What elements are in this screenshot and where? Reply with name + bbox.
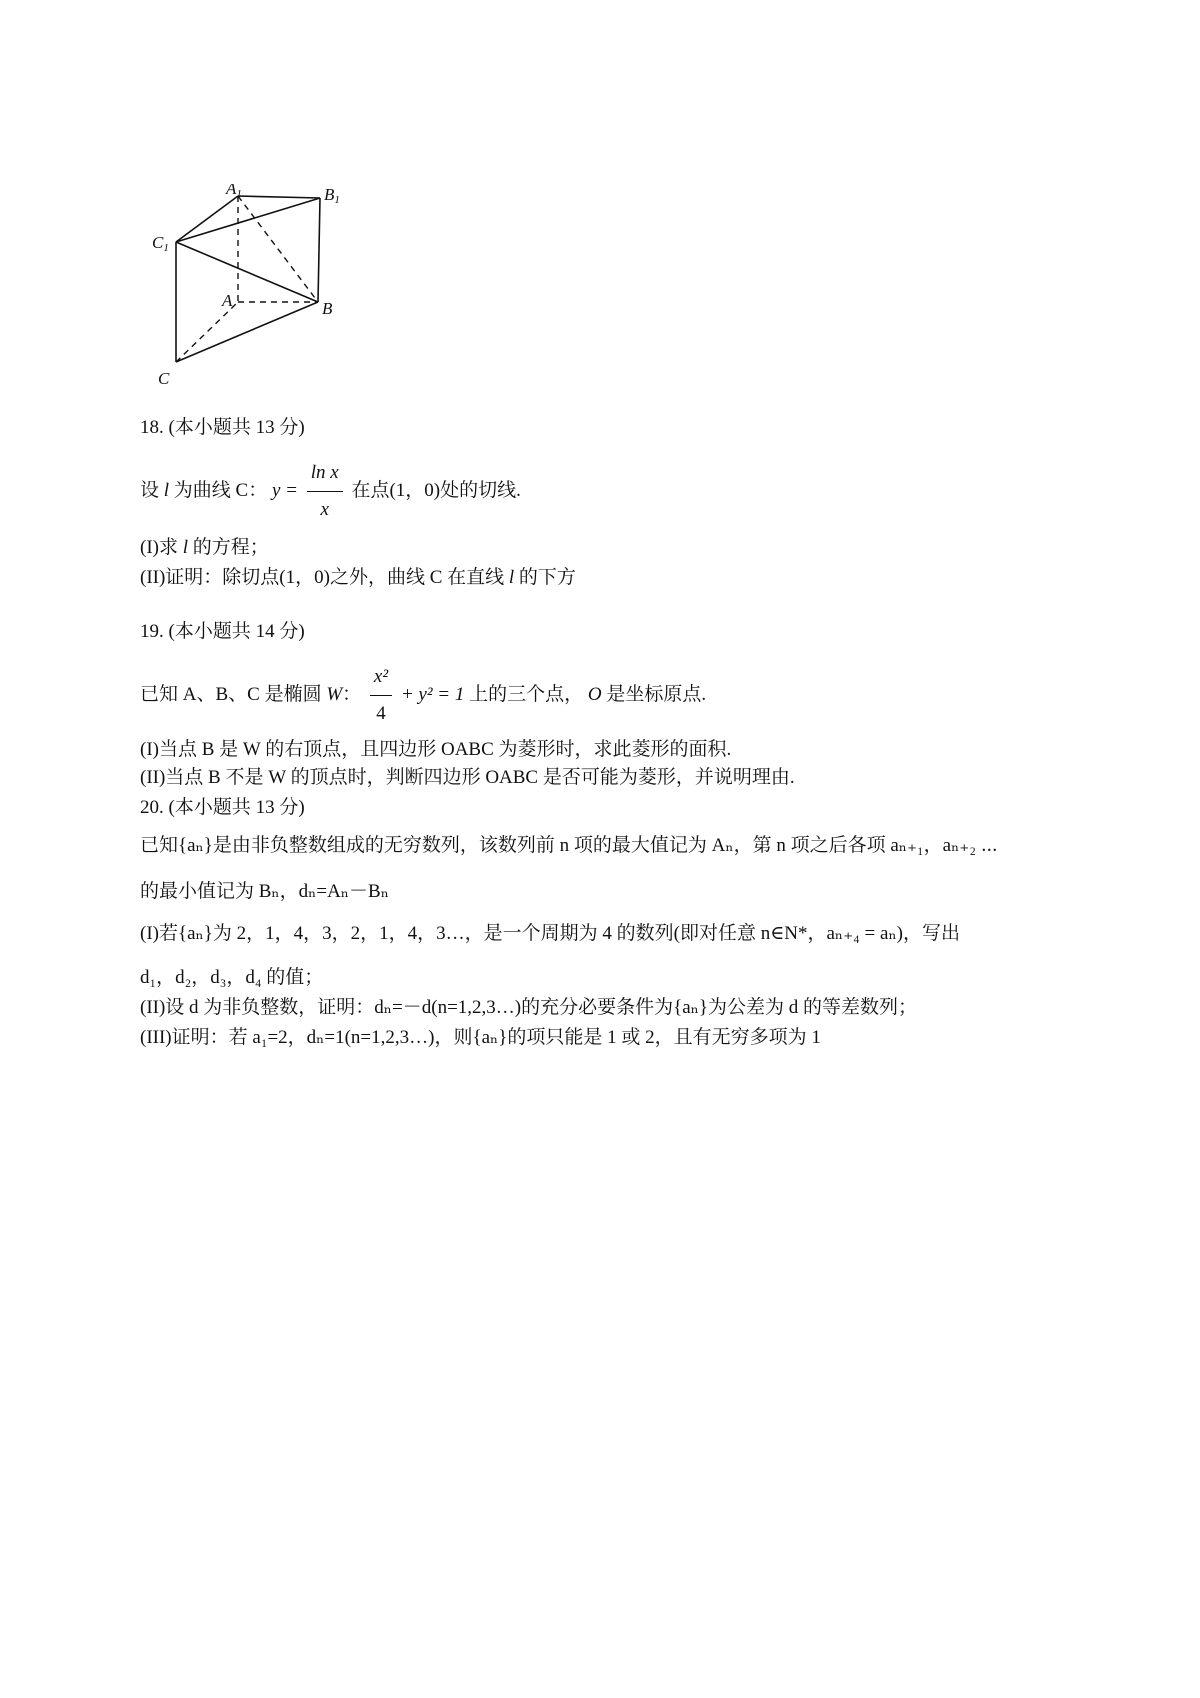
q20-line4: [140, 966, 323, 990]
q18-part1-pre: (I)求: [140, 537, 178, 558]
q19-heading-text: 19. (本小题共 14 分): [140, 621, 305, 642]
q19-formula-rest: + y² = 1: [400, 683, 465, 705]
q19-part1-text: (I)当点 B 是 W 的右顶点，且四边形 OABC 为菱形时，求此菱形的面积.: [140, 739, 732, 760]
q19-part1: [140, 738, 731, 762]
q18-heading: [140, 416, 305, 440]
q18-stem-var: l: [163, 479, 170, 501]
q18-stem-pre: 设: [140, 479, 160, 501]
q20-line1-text: 已知{aₙ}是由非负整数组成的无穷数列，该数列前 n 项的最大值记为 Aₙ，第 n 项之后各项 aₙ₊₁，aₙ₊₂ ⋯: [140, 835, 998, 856]
q18-stem-mid: 为曲线 C：: [173, 479, 268, 501]
q19-stem-colon: ：: [342, 683, 362, 705]
q18-fraction: [307, 458, 343, 525]
q20-line3: [140, 922, 960, 946]
q19-fraction-numerator: x²: [370, 662, 392, 696]
edge-c1-b1: [176, 198, 320, 242]
q20-line4-text: d₁，d₂，d₃，d₄ 的值；: [140, 967, 324, 988]
q18-part2-pre: (II)证明：除切点(1，0)之外，曲线 C 在直线: [140, 567, 505, 588]
edge-c1-b: [176, 242, 318, 302]
q20-line2: [140, 880, 389, 904]
q20-line6-text: (III)证明：若 a₁=2，dₙ=1(n=1,2,3…)，则{aₙ}的项只能是 1 或 2，且有无穷多项为 1: [140, 1027, 821, 1048]
label-a1: A1: [226, 184, 242, 200]
q18-fraction-denominator: x: [320, 499, 329, 520]
q20-line1: [140, 834, 998, 858]
q18-part1: [140, 536, 269, 560]
q19-stem: [140, 662, 706, 729]
label-b: B: [322, 299, 333, 318]
q19-stem-pre: 已知 A、B、C 是椭圆: [140, 683, 322, 705]
q18-formula-y: y =: [271, 479, 298, 501]
q18-part2: [140, 566, 576, 590]
q19-part2: [140, 766, 795, 790]
q19-part2-text: (II)当点 B 不是 W 的顶点时，判断四边形 OABC 是否可能为菱形，并说明理由.: [140, 767, 795, 788]
q18-fraction-numerator: ln x: [307, 458, 343, 492]
prism-figure: [148, 184, 358, 406]
q19-stem-end: 是坐标原点.: [606, 683, 707, 705]
label-c1: C1: [152, 233, 169, 254]
q18-part1-var: l: [182, 537, 189, 558]
q20-heading: [140, 796, 305, 820]
q20-line3-text: (I)若{aₙ}为 2，1，4，3，2，1，4，3…，是一个周期为 4 的数列(即对任意 n∈N*，aₙ₊₄ = aₙ)，写出: [140, 923, 960, 944]
label-c: C: [158, 369, 170, 388]
q19-fraction-denominator: 4: [376, 703, 386, 724]
label-a: A: [222, 291, 233, 310]
q19-stem-origin: O: [587, 683, 602, 705]
q18-stem: [140, 458, 521, 525]
edge-a1-b1: [238, 196, 320, 198]
q20-heading-text: 20. (本小题共 13 分): [140, 797, 305, 818]
q18-part1-post: 的方程；: [192, 537, 269, 558]
q18-stem-post: 在点(1，0)处的切线.: [351, 479, 521, 501]
q19-stem-var: W: [326, 683, 343, 705]
q20-line5: [140, 996, 917, 1020]
q20-line6: [140, 1026, 821, 1050]
edge-a1-b: [238, 196, 318, 302]
q19-fraction: [370, 662, 392, 729]
q20-line2-text: 的最小值记为 Bₙ，dₙ=Aₙ－Bₙ: [140, 881, 389, 902]
q18-part2-post: 的下方: [518, 567, 576, 588]
q20-line5-text: (II)设 d 为非负整数，证明：dₙ=－d(n=1,2,3…)的充分必要条件为{aₙ}为公差为 d 的等差数列；: [140, 997, 918, 1018]
label-b1: B1: [324, 185, 340, 206]
edge-c-b: [176, 302, 318, 362]
edge-c-a: [176, 302, 238, 362]
edge-b1-b: [318, 198, 320, 302]
edge-c1-a1: [176, 196, 238, 242]
q18-part2-var: l: [508, 567, 515, 588]
q19-stem-post: 上的三个点，: [469, 683, 584, 705]
q19-heading: [140, 620, 305, 644]
q18-heading-text: 18. (本小题共 13 分): [140, 417, 305, 438]
